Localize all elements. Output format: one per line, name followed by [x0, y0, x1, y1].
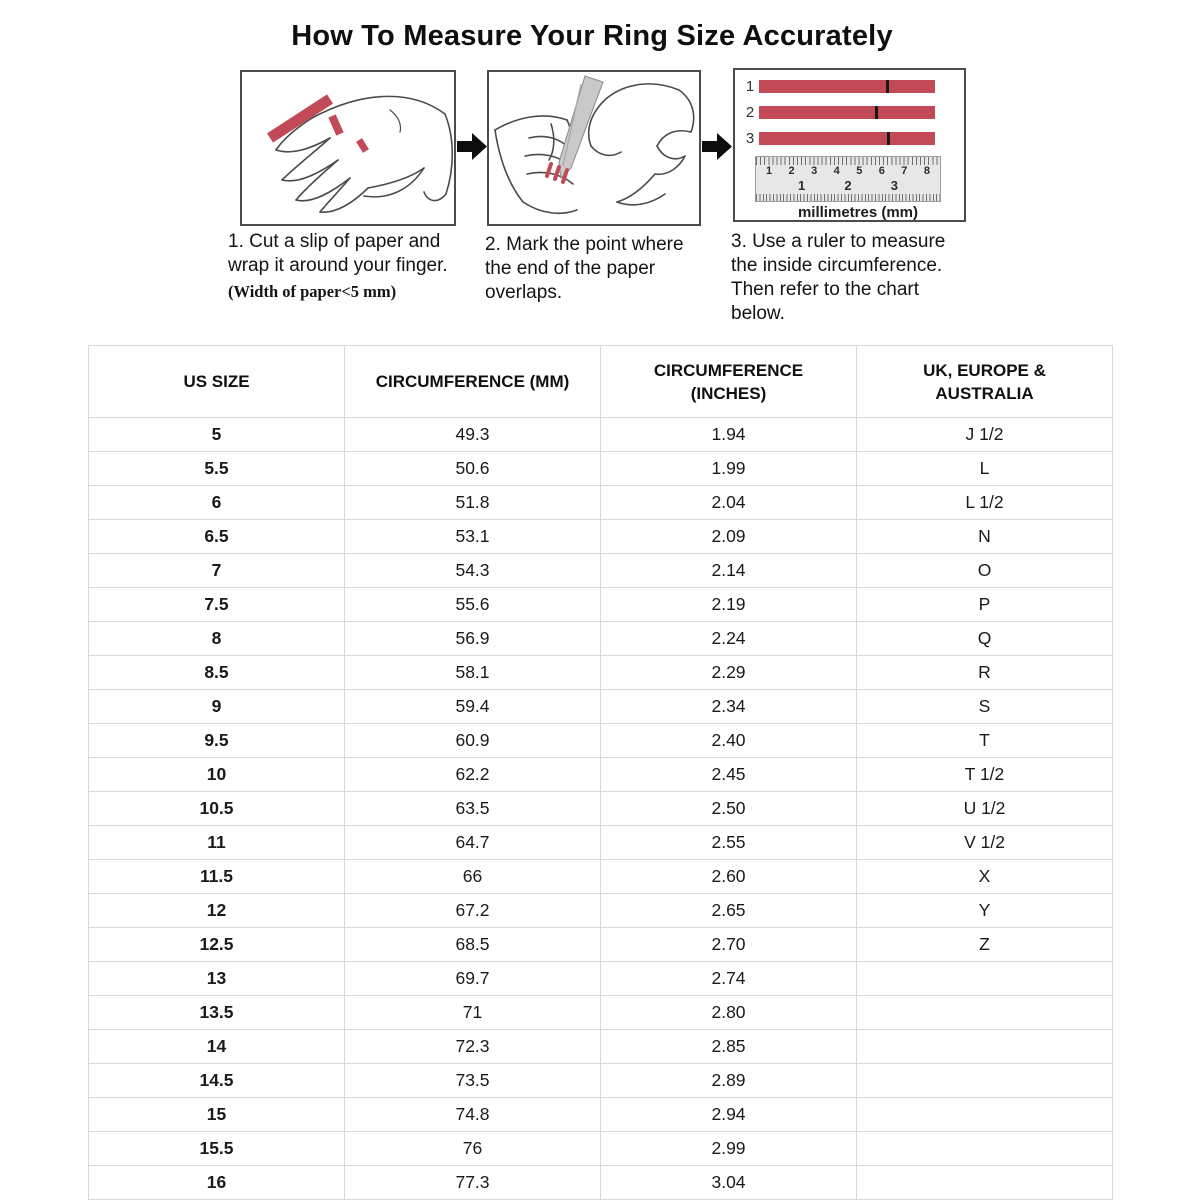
- table-row: [89, 690, 1113, 724]
- table-cell: 58.1: [345, 656, 601, 690]
- table-cell: 2.85: [601, 1030, 857, 1064]
- table-cell: 64.7: [345, 826, 601, 860]
- table-cell: 59.4: [345, 690, 601, 724]
- table-cell: [857, 996, 1113, 1030]
- table-row: [89, 1064, 1113, 1098]
- arrow-right-icon: [702, 133, 732, 160]
- illustration-step3-ruler: [733, 68, 966, 222]
- table-cell: 2.50: [601, 792, 857, 826]
- table-row: [89, 1098, 1113, 1132]
- cm-number: 6: [878, 165, 885, 177]
- header-circumference-inches: CIRCUMFERENCE (INCHES): [601, 346, 857, 418]
- table-cell: 63.5: [345, 792, 601, 826]
- table-cell: 76: [345, 1132, 601, 1166]
- table-cell: T: [857, 724, 1113, 758]
- ruler-mm-ticks: [756, 157, 940, 165]
- table-cell: 5: [89, 418, 345, 452]
- ruler-inch-numbers: [756, 178, 940, 194]
- table-cell: 69.7: [345, 962, 601, 996]
- table-cell: X: [857, 860, 1113, 894]
- table-cell: 51.8: [345, 486, 601, 520]
- table-cell: T 1/2: [857, 758, 1113, 792]
- table-row: [89, 1166, 1113, 1200]
- header-row: [89, 346, 1113, 418]
- table-cell: 62.2: [345, 758, 601, 792]
- table-cell: U 1/2: [857, 792, 1113, 826]
- table-cell: 2.55: [601, 826, 857, 860]
- table-cell: Z: [857, 928, 1113, 962]
- hand-with-paper-strip-drawing: [242, 72, 454, 224]
- table-cell: 73.5: [345, 1064, 601, 1098]
- table-cell: 2.65: [601, 894, 857, 928]
- table-cell: 55.6: [345, 588, 601, 622]
- table-cell: 56.9: [345, 622, 601, 656]
- table-cell: 50.6: [345, 452, 601, 486]
- cm-number: 8: [923, 165, 930, 177]
- table-row: [89, 418, 1113, 452]
- table-row: [89, 1030, 1113, 1064]
- table-cell: N: [857, 520, 1113, 554]
- table-cell: 2.24: [601, 622, 857, 656]
- strip-label: 2: [745, 104, 755, 121]
- table-cell: 13: [89, 962, 345, 996]
- table-row: [89, 554, 1113, 588]
- table-cell: 2.45: [601, 758, 857, 792]
- table-row: [89, 452, 1113, 486]
- table-cell: 71: [345, 996, 601, 1030]
- step3-caption: [731, 230, 967, 326]
- cm-number: 7: [901, 165, 908, 177]
- mark-tick: [875, 106, 878, 119]
- table-cell: [857, 1132, 1113, 1166]
- table-cell: L 1/2: [857, 486, 1113, 520]
- table-row: [89, 826, 1113, 860]
- table-cell: 66: [345, 860, 601, 894]
- table-cell: 74.8: [345, 1098, 601, 1132]
- ruler-caption: millimetres (mm): [797, 204, 919, 221]
- table-cell: 53.1: [345, 520, 601, 554]
- table-cell: J 1/2: [857, 418, 1113, 452]
- table-cell: 2.74: [601, 962, 857, 996]
- table-cell: 6.5: [89, 520, 345, 554]
- inch-number: 3: [890, 178, 898, 193]
- table-cell: 2.60: [601, 860, 857, 894]
- table-cell: 15: [89, 1098, 345, 1132]
- table-cell: [857, 1064, 1113, 1098]
- table-cell: 11: [89, 826, 345, 860]
- table-row: [89, 724, 1113, 758]
- table-cell: 2.09: [601, 520, 857, 554]
- table-cell: V 1/2: [857, 826, 1113, 860]
- step1-note: (Width of paper<5 mm): [228, 282, 397, 301]
- table-cell: 14: [89, 1030, 345, 1064]
- table-cell: 68.5: [345, 928, 601, 962]
- table-cell: 10: [89, 758, 345, 792]
- table-row: [89, 520, 1113, 554]
- step1-caption: [228, 230, 472, 304]
- table-cell: 10.5: [89, 792, 345, 826]
- table-cell: 2.40: [601, 724, 857, 758]
- table-cell: 2.29: [601, 656, 857, 690]
- table-cell: 14.5: [89, 1064, 345, 1098]
- table-cell: 2.19: [601, 588, 857, 622]
- table-row: [89, 928, 1113, 962]
- mark-tick: [886, 80, 889, 93]
- size-table-header: [89, 346, 1113, 418]
- table-cell: O: [857, 554, 1113, 588]
- table-cell: 49.3: [345, 418, 601, 452]
- ruler-inch-ticks: [756, 194, 940, 201]
- table-cell: 2.94: [601, 1098, 857, 1132]
- table-cell: 1.99: [601, 452, 857, 486]
- table-cell: 11.5: [89, 860, 345, 894]
- table-row: [89, 622, 1113, 656]
- step2-caption: [485, 233, 703, 305]
- table-cell: 72.3: [345, 1030, 601, 1064]
- table-cell: 5.5: [89, 452, 345, 486]
- arrow-right-icon: [457, 133, 487, 160]
- ruler-cm-numbers: [756, 165, 940, 178]
- table-cell: 2.80: [601, 996, 857, 1030]
- table-cell: 16: [89, 1166, 345, 1200]
- table-row: [89, 758, 1113, 792]
- table-cell: [857, 1098, 1113, 1132]
- illustration-step1-wrap-paper: [240, 70, 456, 226]
- strip-label: 1: [745, 78, 755, 95]
- table-cell: 2.99: [601, 1132, 857, 1166]
- ring-size-table: [88, 345, 1113, 1200]
- illustration-step2-mark-point: [487, 70, 701, 226]
- table-cell: 54.3: [345, 554, 601, 588]
- table-cell: 13.5: [89, 996, 345, 1030]
- size-table-body: [89, 418, 1113, 1200]
- cm-number: 3: [811, 165, 818, 177]
- table-cell: 2.70: [601, 928, 857, 962]
- table-row: [89, 656, 1113, 690]
- table-cell: 9: [89, 690, 345, 724]
- header-uk-europe-australia: UK, EUROPE & AUSTRALIA: [857, 346, 1113, 418]
- table-cell: [857, 1166, 1113, 1200]
- header-circumference-mm: CIRCUMFERENCE (MM): [345, 346, 601, 418]
- table-cell: 2.04: [601, 486, 857, 520]
- red-paper-strip: [759, 106, 935, 119]
- table-cell: P: [857, 588, 1113, 622]
- header-us-size: US SIZE: [89, 346, 345, 418]
- table-cell: [857, 962, 1113, 996]
- table-cell: 2.89: [601, 1064, 857, 1098]
- table-row: [89, 894, 1113, 928]
- inch-number: 2: [844, 178, 852, 193]
- table-row: [89, 962, 1113, 996]
- table-cell: 7.5: [89, 588, 345, 622]
- table-row: [89, 486, 1113, 520]
- table-cell: 12.5: [89, 928, 345, 962]
- table-cell: [857, 1030, 1113, 1064]
- table-row: [89, 588, 1113, 622]
- table-cell: 7: [89, 554, 345, 588]
- table-row: [89, 792, 1113, 826]
- hands-marking-with-pencil-drawing: [489, 72, 699, 224]
- table-cell: 1.94: [601, 418, 857, 452]
- table-cell: 9.5: [89, 724, 345, 758]
- strip-label: 3: [745, 130, 755, 147]
- table-cell: L: [857, 452, 1113, 486]
- step3-text: 3. Use a ruler to measure the inside circumference. Then refer to the chart below.: [731, 231, 946, 324]
- page-title: How To Measure Your Ring Size Accurately: [291, 20, 893, 52]
- cm-number: 1: [766, 165, 773, 177]
- mark-tick: [887, 132, 890, 145]
- table-cell: 6: [89, 486, 345, 520]
- step1-text: 1. Cut a slip of paper and wrap it around your finger.: [228, 231, 448, 276]
- step2-text: 2. Mark the point where the end of the paper overlaps.: [485, 234, 684, 303]
- cm-number: 4: [833, 165, 840, 177]
- table-cell: 77.3: [345, 1166, 601, 1200]
- table-cell: 2.14: [601, 554, 857, 588]
- table-cell: 8.5: [89, 656, 345, 690]
- table-cell: 60.9: [345, 724, 601, 758]
- table-cell: 67.2: [345, 894, 601, 928]
- ruler-graphic: [755, 156, 941, 202]
- red-paper-strip: [759, 80, 935, 93]
- cm-number: 2: [788, 165, 795, 177]
- table-row: [89, 860, 1113, 894]
- table-cell: S: [857, 690, 1113, 724]
- table-cell: Q: [857, 622, 1113, 656]
- table-cell: 15.5: [89, 1132, 345, 1166]
- inch-number: 1: [798, 178, 806, 193]
- table-row: [89, 1132, 1113, 1166]
- table-cell: 3.04: [601, 1166, 857, 1200]
- table-cell: Y: [857, 894, 1113, 928]
- table-row: [89, 996, 1113, 1030]
- table-cell: 8: [89, 622, 345, 656]
- cm-number: 5: [856, 165, 863, 177]
- table-cell: R: [857, 656, 1113, 690]
- red-paper-strip: [759, 132, 935, 145]
- table-cell: 12: [89, 894, 345, 928]
- table-cell: 2.34: [601, 690, 857, 724]
